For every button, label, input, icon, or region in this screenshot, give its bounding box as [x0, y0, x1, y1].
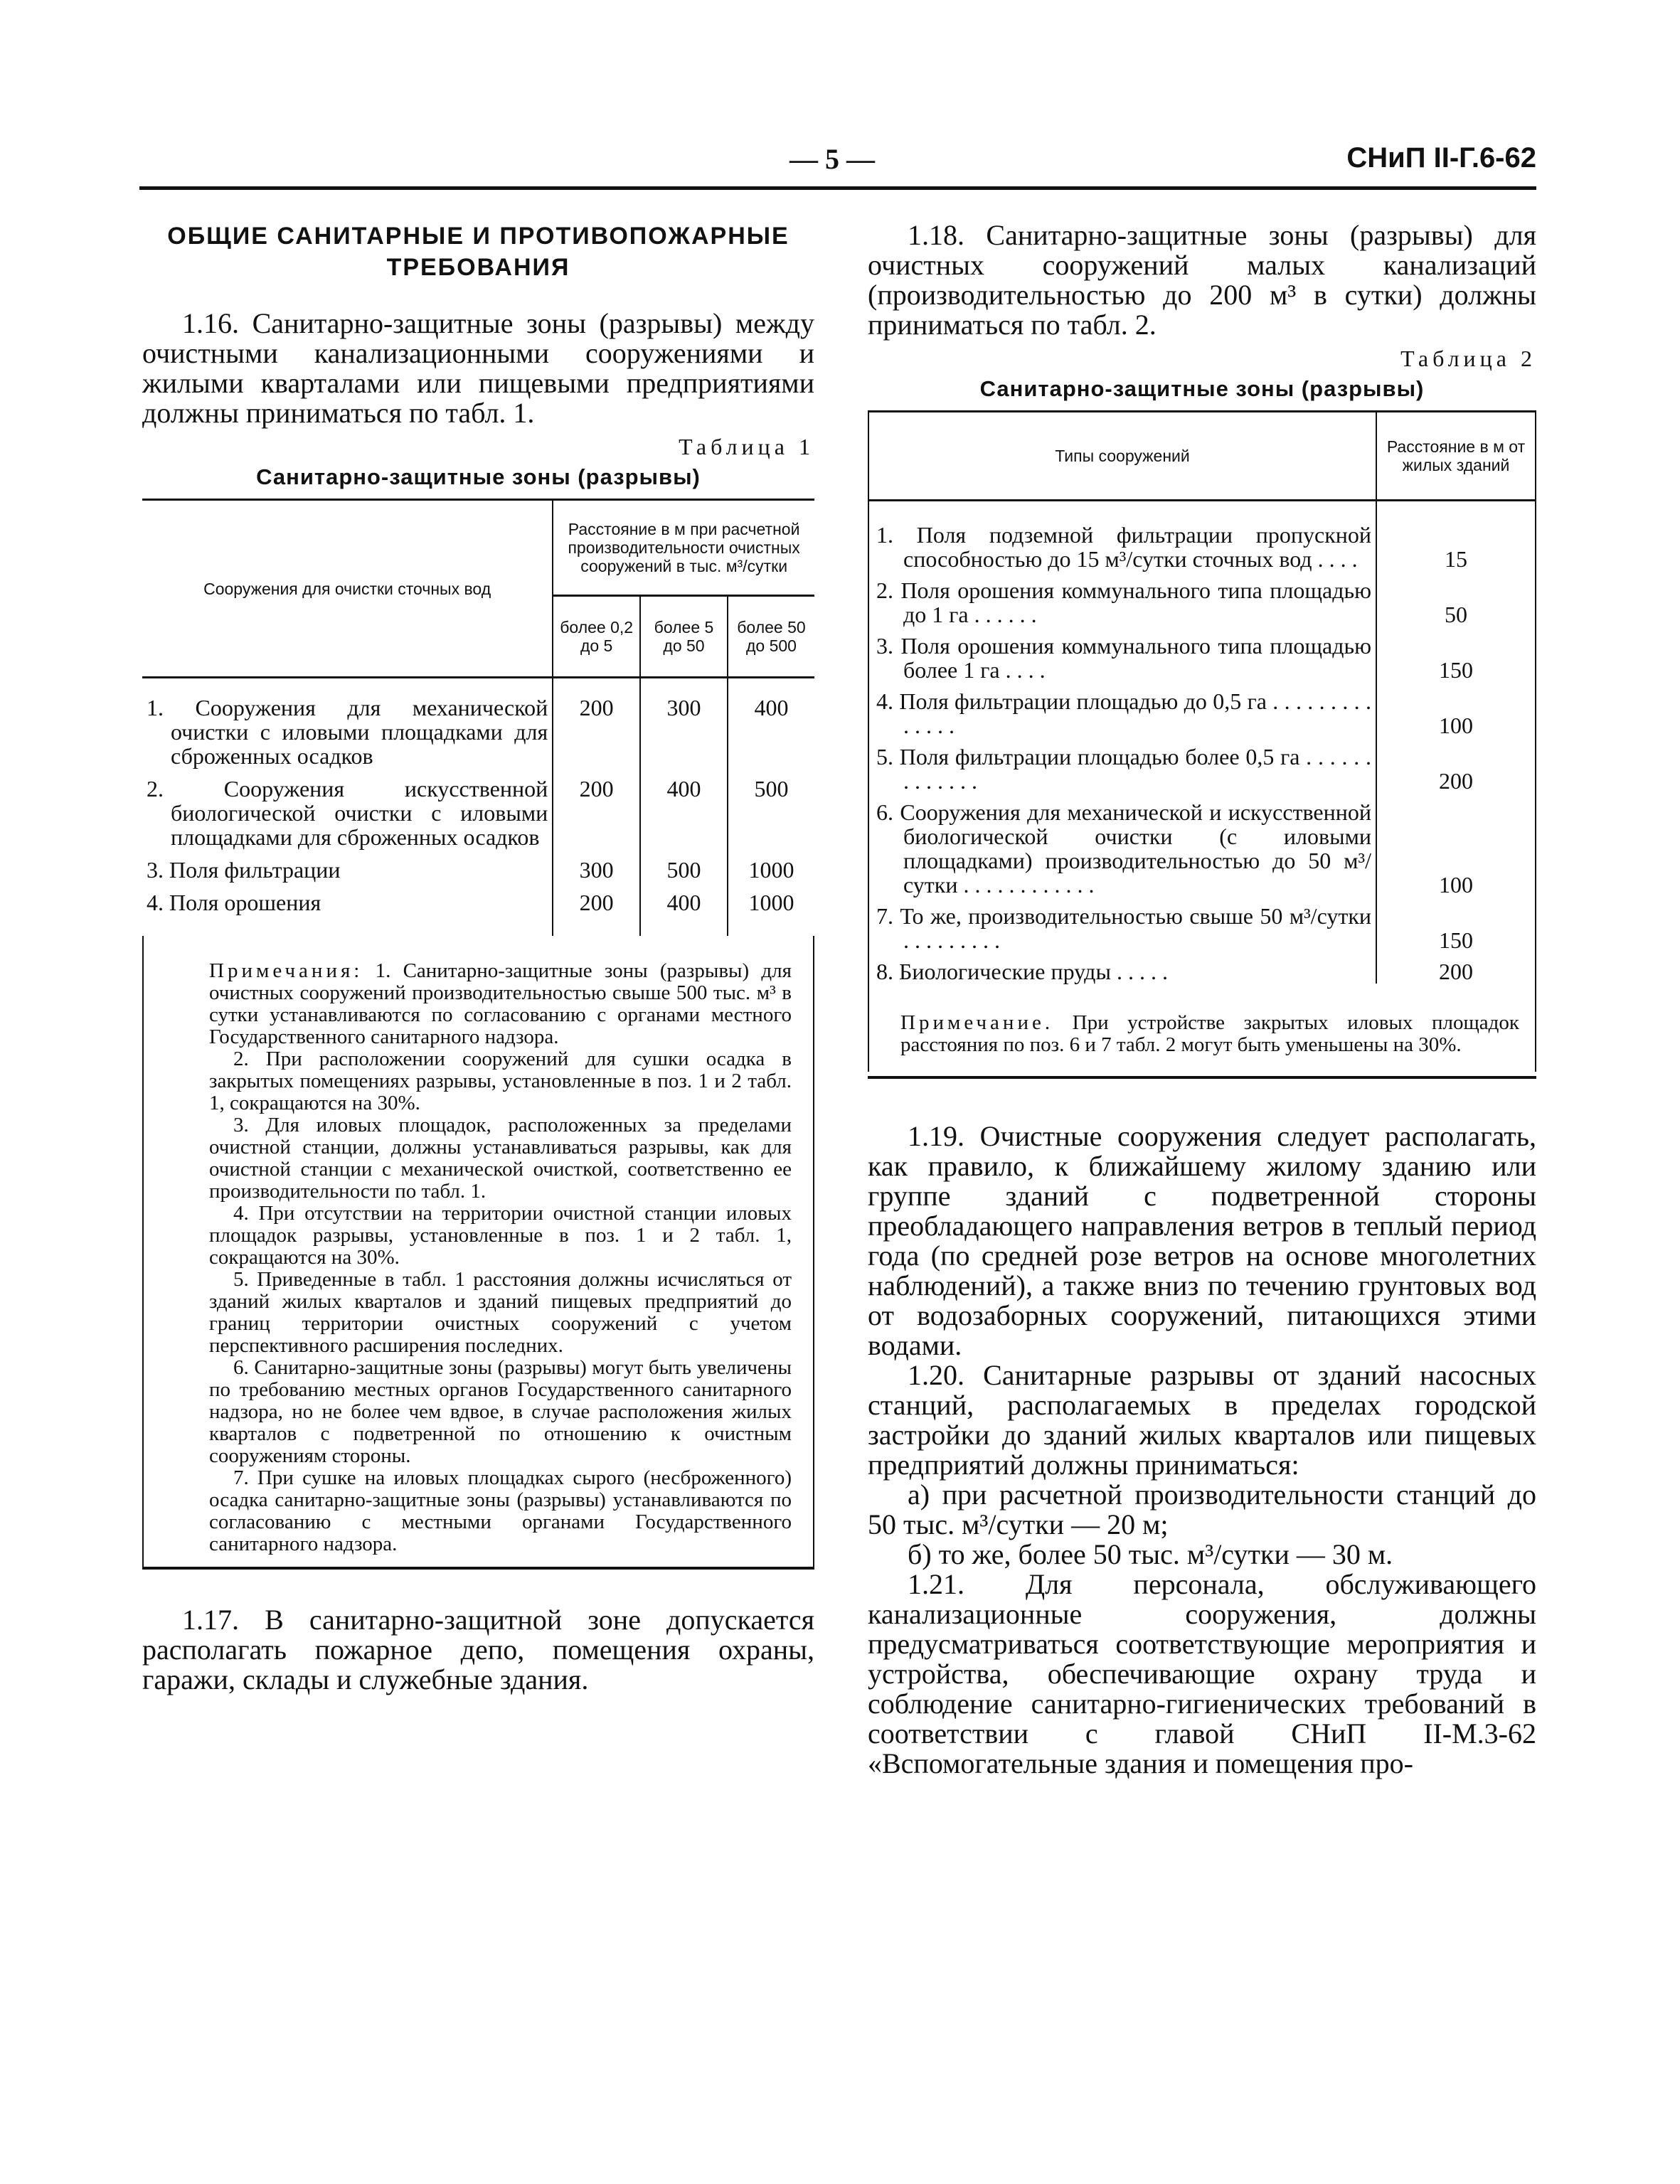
- table-row: [868, 627, 1536, 682]
- table-cell-label: 8. Биологические пруды . . . . .: [868, 952, 1376, 984]
- paragraph-1-20: 1.20. Санитарные разрывы от зданий насосных станций, располагаемых в пределах городской застройки до зданий жилых кварталов или пищевых предприятий должны приниматься:: [868, 1359, 1536, 1481]
- table-2-bottom-rule: [868, 1076, 1536, 1079]
- table-cell-label: 1. Поля подземной фильтрации пропускной способностью до 15 м³/сутки сточных вод . . . .: [868, 501, 1376, 572]
- paragraph-1-20-b: б) то же, более 50 тыс. м³/сутки — 30 м.: [908, 1538, 1393, 1570]
- table-cell-label: 2. Поля орошения коммунального типа площадью до 1 га . . . . . .: [868, 571, 1376, 627]
- table-cell-value: 500: [728, 768, 814, 849]
- table-1-subheader: более 50 до 500: [728, 596, 814, 678]
- table-cell-label: 4. Поля фильтрации площадью до 0,5 га . . . . . . . . . . . . . .: [868, 682, 1376, 737]
- table-cell-value: 1000: [728, 882, 814, 936]
- table-cell-label: 1. Сооружения для механической очистки с иловыми площадками для сброженных осадков: [147, 695, 548, 769]
- table-cell-value: 200: [553, 678, 640, 769]
- header-rule: [139, 186, 1536, 190]
- table-2-label: Таблица 2: [1400, 346, 1536, 371]
- table-1-col-header: Сооружения для очистки сточных вод: [142, 500, 553, 678]
- table-2: [868, 410, 1536, 984]
- table-cell-label: 3. Поля орошения коммунального типа площадью более 1 га . . . .: [868, 627, 1376, 682]
- table-cell-value: 150: [1376, 897, 1536, 952]
- paragraph-1-18: 1.18. Санитарно-защитные зоны (разрывы) для очистных сооружений малых канализаций (производительностью до 200 м³ в сутки) должны приниматься по табл. 2.: [868, 219, 1536, 341]
- table-1-label: Таблица 1: [679, 434, 814, 459]
- table-row: [868, 501, 1536, 572]
- table-row: [142, 849, 814, 882]
- table-row: [142, 678, 814, 769]
- table-1-subheader: более 0,2 до 5: [553, 596, 640, 678]
- table-cell-label: 6. Сооружения для механической и искусственной биологической очистки (с иловыми площадками) производительностью до 50 м³/сутки . . . . . . . . . . . .: [868, 793, 1376, 897]
- table-cell-label: 3. Поля фильтрации: [147, 857, 341, 883]
- table-cell-value: 500: [640, 849, 728, 882]
- table-1-notes: [142, 936, 814, 1567]
- table-1-group-header: Расстояние в м при расчетной производительности очистных сооружений в тыс. м³/сутки: [553, 500, 814, 596]
- table-row: [142, 882, 814, 936]
- table-cell-value: 300: [553, 849, 640, 882]
- paragraph-1-21: 1.21. Для персонала, обслуживающего канализационные сооружения, должны предусматриваться соответствующие мероприятия и устройства, обеспечивающие охрану труда и соблюдение санитарно-гигиенических требований в соответствии с главой СНиП II-М.3-62 «Вспомогательные здания и помещения про-: [868, 1568, 1536, 1779]
- table-row: [142, 768, 814, 849]
- note-heading: Примечание.: [900, 1011, 1054, 1034]
- table-1: [142, 499, 814, 936]
- note: 2. При расположении сооружений для сушки осадка в закрытых помещениях разрывы, установленные в поз. 1 и 2 табл. 1, сокращаются на 30%.: [209, 1048, 792, 1114]
- table-row: [868, 737, 1536, 793]
- table-2-col-header: Типы сооружений: [868, 412, 1376, 501]
- table-cell-value: 200: [1376, 952, 1536, 984]
- table-cell-value: 200: [1376, 737, 1536, 793]
- table-cell-value: 300: [640, 678, 728, 769]
- table-1-title: Санитарно-защитные зоны (разрывы): [256, 464, 701, 489]
- table-2-col-header: Расстояние в м от жилых зданий: [1376, 412, 1536, 501]
- note: [900, 1012, 1519, 1056]
- table-row: [868, 897, 1536, 952]
- table-cell-value: 100: [1376, 682, 1536, 737]
- paragraph-1-16: 1.16. Санитарно-защитные зоны (разрывы) между очистными канализационными сооружениями и жилыми кварталами или пищевыми предприятиями должны приниматься по табл. 1.: [142, 307, 814, 429]
- note: 3. Для иловых площадок, расположенных за пределами очистной станции, должны устанавливаться разрывы, как для очистной станции с механической очисткой, соответственно ее производительности по табл. 1.: [209, 1114, 792, 1203]
- notes-heading: Примечания:: [209, 959, 363, 982]
- section-title: ОБЩИЕ САНИТАРНЫЕ И ПРОТИВОПОЖАРНЫЕ ТРЕБОВАНИЯ: [167, 223, 790, 281]
- table-1-subheader: более 5 до 50: [640, 596, 728, 678]
- page-number: — 5 —: [790, 143, 875, 175]
- table-cell-value: 400: [640, 768, 728, 849]
- table-cell-value: 15: [1376, 501, 1536, 572]
- note-text: При устройстве закрытых иловых площадок расстояния по поз. 6 и 7 табл. 2 могут быть уменьшены на 30%.: [900, 1011, 1519, 1056]
- table-row: [868, 571, 1536, 627]
- paragraph-1-19: 1.19. Очистные сооружения следует располагать, как правило, к ближайшему жилому зданию или группе зданий с подветренной стороны преобладающего направления ветров в теплый период года (по средней розе ветров на основе многолетних наблюдений), а также вниз по течению грунтовых вод от водозаборных сооружений, питающихся этими водами.: [868, 1120, 1536, 1361]
- table-cell-value: 1000: [728, 849, 814, 882]
- table-cell-value: 150: [1376, 627, 1536, 682]
- table-cell-label: 5. Поля фильтрации площадью более 0,5 га . . . . . . . . . . . . .: [868, 737, 1376, 793]
- table-cell-value: 200: [553, 882, 640, 936]
- table-cell-value: 400: [640, 882, 728, 936]
- table-2-note: [868, 984, 1536, 1072]
- note: 6. Санитарно-защитные зоны (разрывы) могут быть увеличены по требованию местных органов Государственного санитарного надзора, но не более чем вдвое, в случае расположения жилых кварталов с подветренной по отношению к очистным сооружениям стороны.: [209, 1356, 792, 1467]
- note: 7. При сушке на иловых площадках сырого (несброженного) осадка санитарно-защитные зоны (разрывы) устанавливаются по согласованию с местными органами Государственного санитарного надзора.: [209, 1466, 792, 1555]
- right-column: [868, 213, 1536, 1779]
- table-cell-value: 400: [728, 678, 814, 769]
- table-cell-value: 100: [1376, 793, 1536, 897]
- paragraph-1-20-a: а) при расчетной производительности станций до 50 тыс. м³/сутки — 20 м;: [868, 1479, 1536, 1540]
- table-1-bottom-rule: [142, 1567, 814, 1570]
- note: 4. При отсутствии на территории очистной станции иловых площадок разрывы, установленные в поз. 1 и 2 табл. 1, сокращаются на 30%.: [209, 1202, 792, 1269]
- table-row: [868, 682, 1536, 737]
- table-2-title: Санитарно-защитные зоны (разрывы): [979, 376, 1425, 401]
- table-cell-label: 4. Поля орошения: [147, 890, 321, 915]
- note: [209, 960, 792, 1048]
- table-cell-value: 50: [1376, 571, 1536, 627]
- table-row: [868, 952, 1536, 984]
- document-code: СНиП II-Г.6-62: [1346, 142, 1536, 174]
- paragraph-1-17: 1.17. В санитарно-защитной зоне допускается располагать пожарное депо, помещения охраны, гаражи, склады и служебные здания.: [142, 1604, 814, 1695]
- table-row: [868, 793, 1536, 897]
- table-cell-label: 2. Сооружения искусственной биологической очистки с иловыми площадками для сброженных осадков: [147, 776, 548, 850]
- note: 5. Приведенные в табл. 1 расстояния должны исчисляться от зданий жилых кварталов и зданий пищевых предприятий до границ территории очистных сооружений с учетом перспективного расширения последних.: [209, 1268, 792, 1357]
- table-cell-value: 200: [553, 768, 640, 849]
- note-text: 1. Санитарно-защитные зоны (разрывы) для очистных сооружений производительностью свыше 500 тыс. м³ в сутки устанавливаются по согласованию с органами местного Государственного санитарного надзора.: [209, 959, 792, 1048]
- table-cell-label: 7. То же, производительностью свыше 50 м³/сутки . . . . . . . . .: [868, 897, 1376, 952]
- left-column: [142, 213, 814, 1695]
